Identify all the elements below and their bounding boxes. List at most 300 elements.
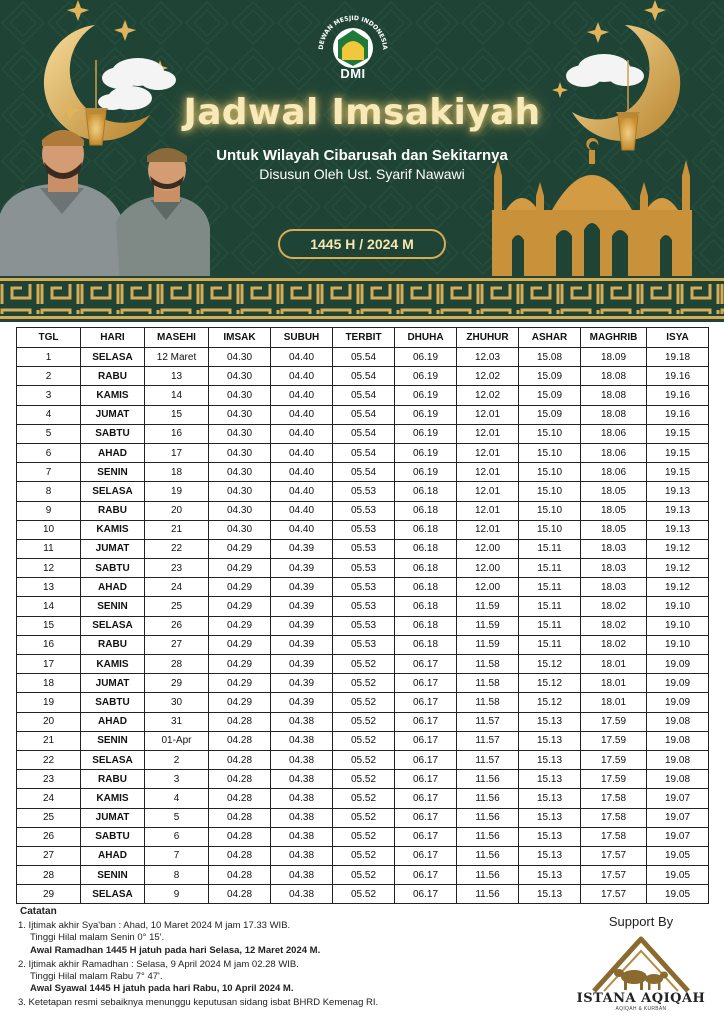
table-cell: 04.39 [271,616,333,635]
table-cell: 19.10 [647,616,709,635]
table-cell: SABTU [81,424,145,443]
table-cell: 15 [17,616,81,635]
sponsor-tagline: AQIQAH & KURBAN [615,1006,667,1012]
table-cell: 17.59 [581,770,647,789]
table-cell: 19.05 [647,846,709,865]
table-cell: 17.57 [581,885,647,904]
table-cell: 06.18 [395,597,457,616]
table-row [17,348,709,367]
column-header: ASHAR [519,328,581,348]
table-cell: 06.17 [395,712,457,731]
table-row [17,712,709,731]
table-cell: 04.30 [209,482,271,501]
table-cell: 17.58 [581,827,647,846]
table-cell: 15.11 [519,559,581,578]
table-cell: 04.29 [209,597,271,616]
table-cell: 04.39 [271,635,333,654]
table-cell: 18.01 [581,693,647,712]
table-cell: SELASA [81,616,145,635]
table-row [17,501,709,520]
table-cell: RABU [81,501,145,520]
table-cell: 04.39 [271,559,333,578]
table-cell: 17.57 [581,866,647,885]
table-cell: 05.52 [333,827,395,846]
table-cell: 05.54 [333,463,395,482]
table-cell: 04.28 [209,789,271,808]
table-cell: JUMAT [81,808,145,827]
table-cell: 12.01 [457,463,519,482]
table-cell: 15.13 [519,712,581,731]
table-cell: 05.52 [333,693,395,712]
table-cell: 15.10 [519,443,581,462]
table-row [17,597,709,616]
table-cell: 22 [145,539,209,558]
table-cell: 04.38 [271,731,333,750]
table-cell: 04.28 [209,770,271,789]
table-cell: SABTU [81,559,145,578]
table-row [17,386,709,405]
table-cell: 11.56 [457,827,519,846]
table-cell: 15.10 [519,520,581,539]
table-cell: 2 [145,750,209,769]
table-cell: 11.56 [457,866,519,885]
table-cell: 11.56 [457,770,519,789]
table-cell: 12.01 [457,482,519,501]
table-cell: 05.54 [333,386,395,405]
table-cell: 3 [145,770,209,789]
table-cell: 18 [17,674,81,693]
column-header: DHUHA [395,328,457,348]
table-cell: 7 [17,463,81,482]
sponsor-name: ISTANA AQIQAH [576,991,706,1006]
table-cell: 05.52 [333,655,395,674]
table-row [17,463,709,482]
table-cell: 05.54 [333,424,395,443]
table-cell: RABU [81,770,145,789]
table-cell: 04.30 [209,424,271,443]
table-cell: 15.08 [519,348,581,367]
table-cell: 06.17 [395,846,457,865]
table-cell: KAMIS [81,386,145,405]
table-cell: 05.53 [333,482,395,501]
dmi-label: DMI [340,66,366,81]
table-cell: 19.12 [647,539,709,558]
table-cell: 15.10 [519,424,581,443]
table-cell: 12.00 [457,578,519,597]
table-cell: 18.03 [581,578,647,597]
table-cell: 12.00 [457,559,519,578]
table-cell: 04.28 [209,885,271,904]
ornamental-border [0,276,724,322]
table-cell: 11.56 [457,808,519,827]
table-cell: 06.19 [395,424,457,443]
table-cell: 5 [145,808,209,827]
table-cell: 11.58 [457,655,519,674]
header-banner [0,0,724,322]
table-cell: 04.28 [209,827,271,846]
year-badge: 1445 H / 2024 M [278,229,446,259]
table-cell: 15.13 [519,846,581,865]
table-cell: 05.54 [333,405,395,424]
table-cell: 23 [17,770,81,789]
table-cell: 04.29 [209,674,271,693]
table-cell: 12.00 [457,539,519,558]
table-cell: 06.18 [395,578,457,597]
table-cell: 19.08 [647,712,709,731]
table-cell: 04.38 [271,866,333,885]
table-row [17,578,709,597]
table-cell: 15.11 [519,616,581,635]
table-cell: 15.13 [519,808,581,827]
imsakiyah-table [16,327,709,904]
table-cell: 04.40 [271,501,333,520]
table-cell: 04.40 [271,348,333,367]
table-cell: 26 [145,616,209,635]
table-cell: 15.13 [519,827,581,846]
table-cell: 18.05 [581,501,647,520]
table-body [17,348,709,904]
table-cell: 05.52 [333,808,395,827]
table-cell: 18.02 [581,597,647,616]
table-cell: 04.30 [209,405,271,424]
table-row [17,616,709,635]
table-cell: 19.13 [647,501,709,520]
table-cell: 12.01 [457,443,519,462]
sponsor-label: Support By [608,914,674,929]
table-cell: 06.18 [395,635,457,654]
table-cell: 04.40 [271,405,333,424]
notes-section [18,906,578,1010]
table-cell: 04.30 [209,501,271,520]
table-cell: 11.58 [457,693,519,712]
sponsor-block [576,914,706,1012]
table-cell: 18.05 [581,520,647,539]
table-cell: 18.08 [581,367,647,386]
table-cell: 15.11 [519,539,581,558]
table-cell: 15.13 [519,731,581,750]
table-cell: 7 [145,846,209,865]
table-cell: 06.17 [395,885,457,904]
table-cell: 04.40 [271,443,333,462]
table-cell: 04.39 [271,674,333,693]
table-cell: 28 [145,655,209,674]
table-cell: 25 [17,808,81,827]
table-cell: 05.54 [333,348,395,367]
table-cell: 04.29 [209,578,271,597]
table-row [17,750,709,769]
table-cell: 06.19 [395,405,457,424]
table-cell: 04.38 [271,789,333,808]
table-cell: 19.16 [647,386,709,405]
table-cell: 05.53 [333,616,395,635]
table-cell: 17.59 [581,731,647,750]
table-row [17,731,709,750]
table-cell: 11.57 [457,712,519,731]
table-cell: 26 [17,827,81,846]
person-left-image [0,118,210,284]
table-cell: 15.12 [519,693,581,712]
table-cell: 15.12 [519,655,581,674]
table-row [17,482,709,501]
table-row [17,827,709,846]
table-cell: 19.15 [647,424,709,443]
note-line: 1. Ijtimak akhir Sya'ban : Ahad, 10 Maret 2024 M jam 17.33 WIB. [18,919,291,931]
table-cell: 15.13 [519,770,581,789]
table-cell: 06.17 [395,731,457,750]
table-cell: 04.28 [209,750,271,769]
table-cell: 11.57 [457,731,519,750]
table-cell: 19.07 [647,789,709,808]
column-header: ZHUHUR [457,328,519,348]
table-cell: 18.02 [581,616,647,635]
table-cell: SENIN [81,463,145,482]
table-cell: 15.11 [519,597,581,616]
table-cell: 04.29 [209,539,271,558]
table-row [17,866,709,885]
table-cell: SABTU [81,693,145,712]
table-cell: 19.15 [647,443,709,462]
table-cell: 19.18 [647,348,709,367]
table-cell: 04.38 [271,750,333,769]
table-cell: JUMAT [81,674,145,693]
table-cell: 19.09 [647,693,709,712]
table-cell: 19.16 [647,405,709,424]
table-row [17,367,709,386]
table-cell: 04.39 [271,539,333,558]
table-cell: 15.13 [519,866,581,885]
table-cell: 04.30 [209,443,271,462]
table-cell: 15.13 [519,885,581,904]
table-cell: 06.19 [395,367,457,386]
notes-title: Catatan [20,906,57,917]
table-cell: 31 [145,712,209,731]
table-cell: 9 [145,885,209,904]
table-cell: SENIN [81,866,145,885]
note-line: Tinggi Hilal malam Rabu 7° 47'. [30,970,163,982]
table-cell: 04.30 [209,386,271,405]
table-cell: SELASA [81,482,145,501]
table-cell: 21 [17,731,81,750]
table-cell: 6 [145,827,209,846]
table-cell: 2 [17,367,81,386]
table-cell: 06.18 [395,501,457,520]
table-cell: 25 [145,597,209,616]
table-cell: 18.05 [581,482,647,501]
table-cell: 18.03 [581,539,647,558]
table-cell: 06.17 [395,827,457,846]
table-header-row [17,328,709,348]
table-cell: 15.09 [519,367,581,386]
table-cell: 04.28 [209,731,271,750]
table-cell: 18.06 [581,443,647,462]
table-cell: 06.18 [395,482,457,501]
table-cell: 12 Maret [145,348,209,367]
table-cell: 19.08 [647,750,709,769]
note-item [18,997,578,1009]
table-cell: 12.01 [457,405,519,424]
table-cell: 15.09 [519,405,581,424]
table-row [17,405,709,424]
table-cell: 19.15 [647,463,709,482]
table-cell: 04.28 [209,808,271,827]
table-cell: AHAD [81,578,145,597]
table-cell: 20 [17,712,81,731]
table-cell: 28 [17,866,81,885]
table-cell: 23 [145,559,209,578]
table-row [17,846,709,865]
note-item [18,920,578,957]
table-cell: 05.52 [333,770,395,789]
table-cell: SENIN [81,731,145,750]
table-cell: 12.02 [457,367,519,386]
table-cell: KAMIS [81,655,145,674]
table-cell: 11.56 [457,789,519,808]
table-cell: 05.52 [333,731,395,750]
table-cell: 04.29 [209,616,271,635]
table-cell: 15.10 [519,501,581,520]
table-cell: 18.08 [581,386,647,405]
table-cell: 19.07 [647,808,709,827]
table-cell: 06.18 [395,616,457,635]
table-cell: 04.40 [271,386,333,405]
table-cell: 17 [17,655,81,674]
region-subtitle: Untuk Wilayah Cibarusah dan Sekitarnya [216,147,508,164]
table-cell: 17.59 [581,750,647,769]
table-row [17,539,709,558]
table-cell: 12.01 [457,501,519,520]
table-cell: 04.30 [209,348,271,367]
svg-text:DEWAN MESJID INDONESIA: DEWAN MESJID INDONESIA [317,14,389,51]
table-cell: 18.03 [581,559,647,578]
table-cell: 05.52 [333,712,395,731]
table-cell: 9 [17,501,81,520]
table-cell: 12 [17,559,81,578]
column-header: HARI [81,328,145,348]
column-header: TERBIT [333,328,395,348]
table-cell: 04.28 [209,846,271,865]
table-cell: 04.40 [271,424,333,443]
table-cell: 05.53 [333,539,395,558]
table-cell: 18.01 [581,674,647,693]
table-cell: 19.09 [647,674,709,693]
table-cell: SELASA [81,750,145,769]
table-cell: 05.53 [333,635,395,654]
table-cell: 18.08 [581,405,647,424]
table-cell: 19.16 [647,367,709,386]
table-cell: 04.38 [271,712,333,731]
table-cell: 12.03 [457,348,519,367]
table-cell: 06.18 [395,559,457,578]
table-cell: RABU [81,635,145,654]
table-cell: 04.38 [271,885,333,904]
note-line: Tinggi Hilal malam Senin 0° 15'. [30,931,165,943]
column-header: SUBUH [271,328,333,348]
table-cell: 22 [17,750,81,769]
table-cell: 13 [17,578,81,597]
table-cell: 05.53 [333,559,395,578]
note-line: 3. Ketetapan resmi sebaiknya menunggu keputusan sidang isbat BHRD Kemenag RI. [18,996,379,1008]
table-row [17,789,709,808]
table-cell: 04.40 [271,520,333,539]
table-cell: 06.19 [395,386,457,405]
table-cell: 15.12 [519,674,581,693]
table-cell: 15.11 [519,635,581,654]
table-cell: 16 [17,635,81,654]
table-cell: 04.40 [271,482,333,501]
table-cell: 04.30 [209,367,271,386]
table-cell: 06.17 [395,674,457,693]
table-cell: 05.52 [333,789,395,808]
table-cell: 05.52 [333,866,395,885]
table-cell: 17.57 [581,846,647,865]
table-cell: 19.10 [647,635,709,654]
table-cell: 11.59 [457,635,519,654]
table-cell: 04.28 [209,866,271,885]
table-cell: 18.06 [581,424,647,443]
table-cell: 19 [17,693,81,712]
table-cell: 11.58 [457,674,519,693]
table-cell: 06.18 [395,520,457,539]
table-cell: 11.56 [457,885,519,904]
table-cell: 19 [145,482,209,501]
table-cell: 18.01 [581,655,647,674]
table-cell: 13 [145,367,209,386]
table-cell: 21 [145,520,209,539]
table-cell: SELASA [81,885,145,904]
table-cell: 29 [17,885,81,904]
table-cell: 05.54 [333,443,395,462]
table-cell: 05.53 [333,520,395,539]
table-cell: 4 [145,789,209,808]
table-cell: 8 [17,482,81,501]
table-cell: KAMIS [81,520,145,539]
table-cell: 04.39 [271,597,333,616]
table-cell: 16 [145,424,209,443]
table-row [17,635,709,654]
table-cell: 04.28 [209,712,271,731]
table-cell: AHAD [81,846,145,865]
table-cell: 04.30 [209,463,271,482]
table-cell: 15.13 [519,750,581,769]
table-row [17,693,709,712]
table-cell: 18.09 [581,348,647,367]
table-cell: 06.17 [395,789,457,808]
table-cell: 10 [17,520,81,539]
column-header: ISYA [647,328,709,348]
table-cell: 06.17 [395,808,457,827]
table-cell: AHAD [81,443,145,462]
table-row [17,520,709,539]
table-cell: SABTU [81,827,145,846]
table-row [17,424,709,443]
table-cell: 19.10 [647,597,709,616]
table-cell: 19.12 [647,578,709,597]
table-cell: 19.12 [647,559,709,578]
table-cell: 4 [17,405,81,424]
table-cell: 15.13 [519,789,581,808]
table-cell: 06.19 [395,443,457,462]
table-cell: 06.17 [395,866,457,885]
note-emphasis: Awal Syawal 1445 H jatuh pada hari Rabu, 10 April 2024 M. [30,982,294,994]
table-cell: 11 [17,539,81,558]
table-cell: JUMAT [81,539,145,558]
table-cell: 11.59 [457,597,519,616]
table-cell: 05.52 [333,885,395,904]
table-cell: 04.29 [209,693,271,712]
table-cell: 06.19 [395,463,457,482]
table-cell: 15.11 [519,578,581,597]
table-cell: 06.17 [395,750,457,769]
